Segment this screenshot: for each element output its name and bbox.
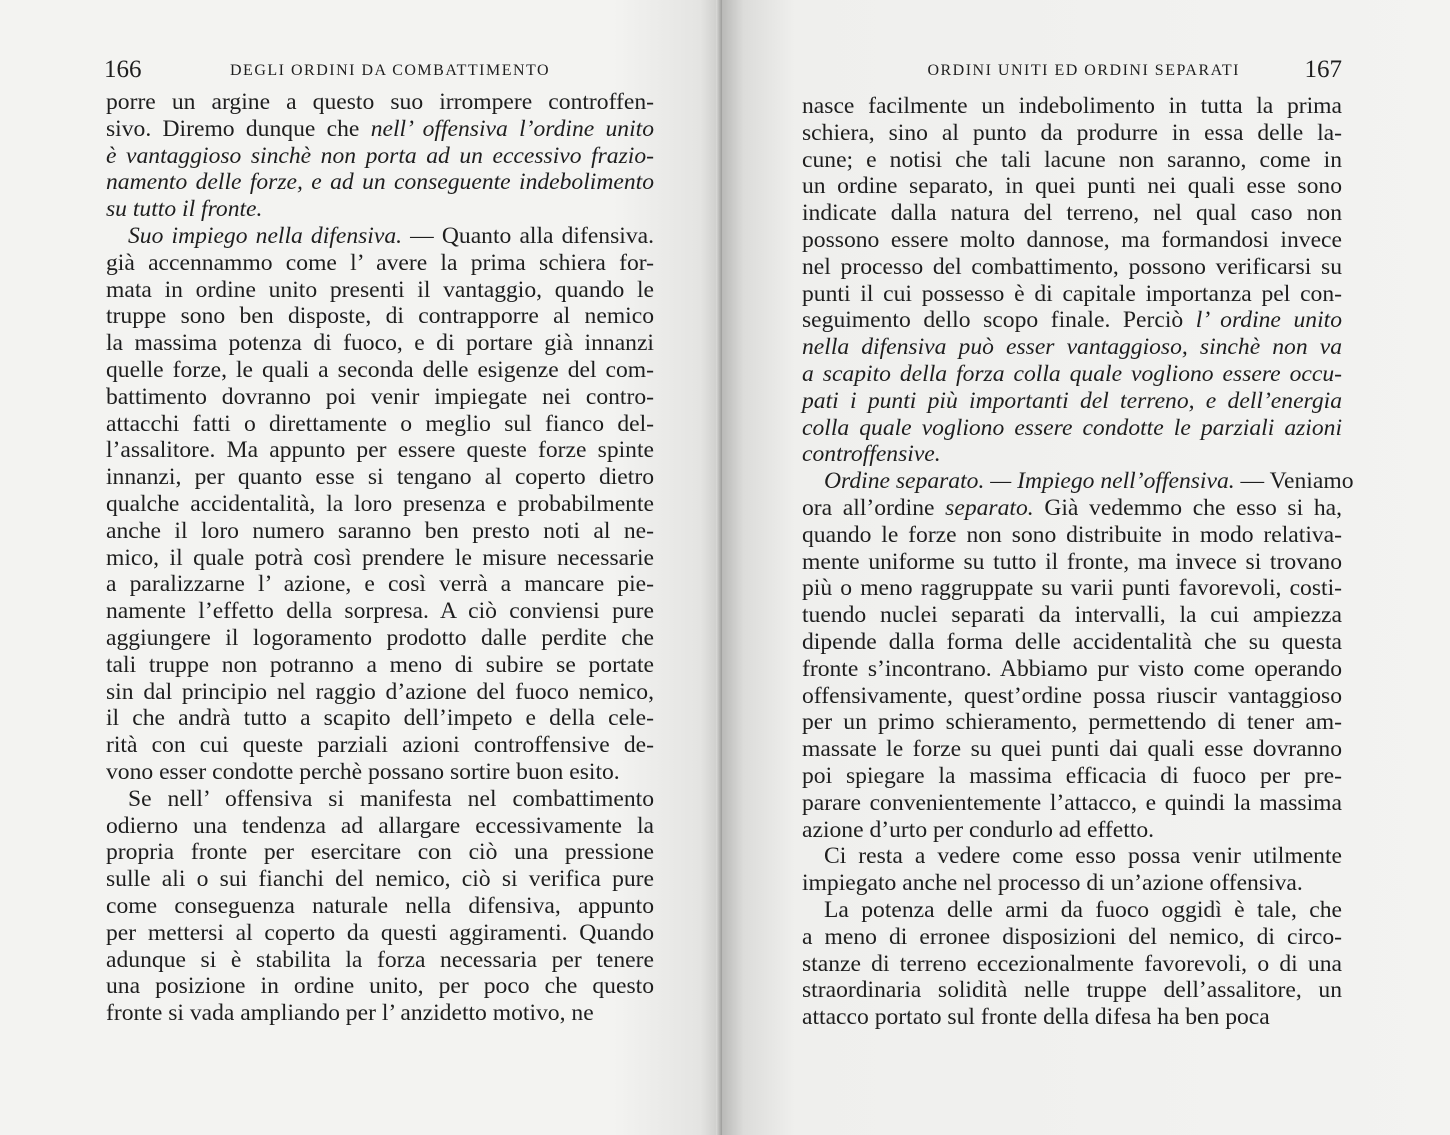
text-run: attacco portato sul fronte della difesa ha ben poca [802, 1004, 1270, 1031]
text-line [802, 522, 1342, 549]
text-line [802, 843, 1342, 870]
text-line [802, 334, 1342, 361]
text-line [106, 625, 654, 652]
text-line [802, 93, 1342, 120]
text-line [106, 116, 654, 143]
text-run: Se nell’ offensiva si manifesta nel combattimento [128, 785, 654, 812]
text-run: nasce facilmente un indebolimento in tutta la prima [802, 93, 1342, 119]
text-run: un ordine separato, in quei punti nei quali esse sono [802, 173, 1342, 200]
text-run: parare convenientemente l’attacco, e quindi la massima [802, 789, 1342, 816]
text-run: massate le forze su quei punti dai quali esse dovranno [802, 736, 1342, 763]
page-number: 167 [1304, 56, 1342, 83]
text-run: anche il loro numero saranno ben presto noti al ne- [106, 517, 654, 544]
text-run: mente uniforme su tutto il fronte, ma invece si trovano [802, 548, 1342, 575]
text-line [802, 629, 1342, 656]
text-line [106, 679, 654, 706]
text-run: per un primo schieramento, permettendo di tener am- [802, 709, 1342, 736]
italic-text-run: Ordine separato. — Impiego nell’offensiva. [824, 468, 1235, 495]
text-line [106, 786, 654, 813]
text-line [106, 705, 654, 732]
italic-text-run: controffensive. [802, 441, 941, 468]
text-line [802, 281, 1342, 308]
text-line [802, 763, 1342, 790]
text-line [802, 227, 1342, 254]
text-line [802, 147, 1342, 174]
text-line [106, 545, 654, 572]
text-run: poi spiegare la massima efficacia di fuoco per pre- [802, 762, 1342, 789]
text-run: qualche accidentalità, la loro presenza e probabilmente [106, 490, 654, 517]
text-line [106, 598, 654, 625]
text-line [802, 120, 1342, 147]
text-line [106, 866, 654, 893]
text-run: La potenza delle armi da fuoco oggidì è tale, che [824, 896, 1342, 923]
text-run: più o meno raggruppate su varii punti favorevoli, costi- [802, 575, 1342, 602]
text-run: quelle forze, le quali a seconda delle esigenze del com- [106, 356, 654, 383]
text-line [106, 652, 654, 679]
text-line [802, 817, 1342, 844]
right-page-header [802, 56, 1342, 92]
text-line [106, 893, 654, 920]
text-run: offensivamente, quest’ordine possa riuscir vantaggioso [802, 682, 1342, 709]
text-run: mico, il quale potrà così prendere le misure necessarie [106, 544, 654, 571]
text-run: indicate dalla natura del terreno, nel qual caso non [802, 200, 1342, 227]
text-line [802, 361, 1342, 388]
text-run: Ci resta a vedere come esso possa venir utilmente [824, 843, 1342, 870]
text-run: a paralizzarne l’ azione, e così verrà a mancare pie- [106, 571, 654, 598]
text-run: a meno di erronee disposizioni del nemico, di circo- [802, 923, 1342, 950]
text-run: attacchi fatti o direttamente o meglio sul fianco del- [106, 410, 654, 437]
left-page [0, 0, 722, 1135]
text-line [106, 196, 654, 223]
text-run: straordinaria solidità nelle truppe dell’assalitore, un [802, 977, 1342, 1004]
italic-text-run: Suo impiego nella difensiva. [128, 222, 403, 249]
text-line [106, 1000, 654, 1027]
text-run: la massima potenza di fuoco, e di portare già innanzi [106, 330, 654, 357]
italic-text-run: nell’ offensiva l’ordine unito [370, 115, 655, 142]
text-run: azione d’urto per condurlo ad effetto. [802, 816, 1155, 843]
running-head: DEGLI ORDINI DA COMBATTIMENTO [230, 62, 551, 79]
text-line [106, 250, 654, 277]
italic-text-run: l’ ordine unito [1195, 307, 1342, 334]
text-line [106, 920, 654, 947]
text-run: — Veniamo [1234, 468, 1354, 495]
text-run: una posizione in ordine unito, per poco che questo [106, 973, 654, 1000]
text-run: tali truppe non potranno a meno di subire se portate [106, 651, 654, 678]
text-line [106, 973, 654, 1000]
text-run: fronte si vada ampliando per l’ anzidetto motivo, ne [106, 1000, 594, 1027]
right-page [722, 0, 1450, 1135]
text-run: schiera, sino al punto da produrre in essa delle la- [802, 119, 1342, 146]
text-line [106, 839, 654, 866]
italic-text-run: su tutto il fronte. [106, 196, 263, 223]
text-line [802, 790, 1342, 817]
text-run: adunque si è stabilita la forza necessaria per tenere [106, 946, 654, 973]
text-line [802, 549, 1342, 576]
text-run: odierno una tendenza ad allargare eccessivamente la [106, 812, 654, 839]
italic-text-run: nella difensiva può esser vantaggioso, sinchè non va [802, 334, 1342, 361]
text-run: tuendo nuclei separati da intervalli, la cui ampiezza [802, 602, 1342, 629]
text-line [802, 388, 1342, 415]
text-run: porre un argine a questo suo irrompere controffen- [106, 89, 654, 115]
text-run: propria fronte per esercitare con ciò una pressione [106, 839, 654, 866]
text-run: per mettersi al coperto da questi aggiramenti. Quando [106, 919, 654, 946]
text-run: sivo. Diremo dunque che [106, 115, 371, 142]
text-run: come conseguenza naturale nella difensiva, appunto [106, 892, 654, 919]
text-line [106, 143, 654, 170]
text-run: impiegato anche nel processo di un’azione offensiva. [802, 870, 1303, 897]
italic-text-run: colla quale vogliono essere condotte le parziali azioni [802, 414, 1342, 441]
text-line [802, 656, 1342, 683]
italic-text-run: a scapito della forza colla quale vogliono essere occu- [802, 360, 1342, 387]
text-line [106, 411, 654, 438]
text-line [106, 759, 654, 786]
text-line [802, 709, 1342, 736]
text-line [106, 437, 654, 464]
text-run: mata in ordine unito presenti il vantaggio, quando le [106, 276, 654, 303]
text-line [106, 357, 654, 384]
text-line [802, 200, 1342, 227]
text-line [802, 602, 1342, 629]
text-run: — Quanto alla difensiva. [402, 222, 654, 249]
text-line [106, 947, 654, 974]
text-line [106, 732, 654, 759]
text-run: innanzi, per quanto esse si tengano al coperto dietro [106, 464, 654, 491]
text-line [106, 277, 654, 304]
italic-text-run: è vantaggioso sinchè non porta ad un eccessivo frazio- [106, 142, 654, 169]
text-run: battimento dovranno poi venir impiegate nei contro- [106, 383, 654, 410]
text-line [802, 254, 1342, 281]
text-run: seguimento dello scopo finale. Perciò [802, 307, 1196, 334]
text-run: ora all’ordine [802, 494, 946, 521]
text-run: sulle ali o sui fianchi del nemico, ciò si verifica pure [106, 866, 654, 893]
text-line [106, 89, 654, 116]
running-head: ORDINI UNITI ED ORDINI SEPARATI [927, 62, 1240, 79]
text-line [106, 518, 654, 545]
text-run: vono esser condotte perchè possano sortire buon esito. [106, 758, 620, 785]
text-run: l’assalitore. Ma appunto per essere queste forze spinte [106, 437, 654, 464]
text-line [802, 415, 1342, 442]
italic-text-run: namento delle forze, e ad un conseguente indebolimento [106, 169, 654, 196]
text-line [802, 924, 1342, 951]
text-line [106, 571, 654, 598]
text-line [106, 813, 654, 840]
right-page-body [802, 93, 1354, 1031]
text-line [802, 736, 1342, 763]
text-run: nel processo del combattimento, possono verificarsi su [802, 253, 1342, 280]
italic-text-run: separato. [945, 494, 1034, 521]
italic-text-run: pati i punti più importanti del terreno, e dell’energia [802, 387, 1342, 414]
text-line [106, 491, 654, 518]
text-run: già accennammo come l’ avere la prima schiera for- [106, 249, 654, 276]
text-run: possono essere molto dannose, ma formandosi invece [802, 226, 1342, 253]
text-run: cune; e notisi che tali lacune non saranno, come in [802, 146, 1342, 173]
text-run: fronte s’incontrano. Abbiamo pur visto come operando [802, 655, 1342, 682]
text-run: aggiungere il logoramento prodotto dalle perdite che [106, 624, 654, 651]
text-line [802, 495, 1342, 522]
text-line [802, 307, 1342, 334]
left-page-body [106, 89, 654, 1027]
text-line [106, 464, 654, 491]
text-line [802, 173, 1342, 200]
text-line [802, 870, 1342, 897]
text-line [106, 330, 654, 357]
text-line [802, 951, 1342, 978]
text-run: Già vedemmo che esso si ha, [1033, 494, 1342, 521]
text-line [802, 977, 1342, 1004]
text-line [106, 384, 654, 411]
text-line [802, 1004, 1342, 1031]
page-number: 166 [104, 56, 142, 83]
text-run: il che andrà tutto a scapito dell’impeto e della cele- [106, 705, 654, 732]
text-run: namente l’effetto della sorpresa. A ciò conviensi pure [106, 598, 654, 625]
text-line [106, 303, 654, 330]
text-run: dipende dalla forma delle accidentalità che su questa [802, 628, 1342, 655]
text-run: rità con cui queste parziali azioni controffensive de- [106, 732, 654, 759]
text-run: sin dal principio nel raggio d’azione del fuoco nemico, [106, 678, 654, 705]
text-run: punti il cui possesso è di capitale importanza pel con- [802, 280, 1342, 307]
text-line [106, 223, 654, 250]
text-line [802, 683, 1342, 710]
left-page-header [104, 56, 664, 92]
text-run: stanze di terreno eccezionalmente favorevoli, o di una [802, 950, 1342, 977]
text-line [802, 441, 1342, 468]
text-line [802, 468, 1354, 495]
text-line [802, 575, 1342, 602]
text-line [802, 897, 1342, 924]
text-run: quando le forze non sono distribuite in modo relativa- [802, 521, 1342, 548]
text-run: truppe sono ben disposte, di contrapporre al nemico [106, 303, 654, 330]
text-line [106, 169, 654, 196]
